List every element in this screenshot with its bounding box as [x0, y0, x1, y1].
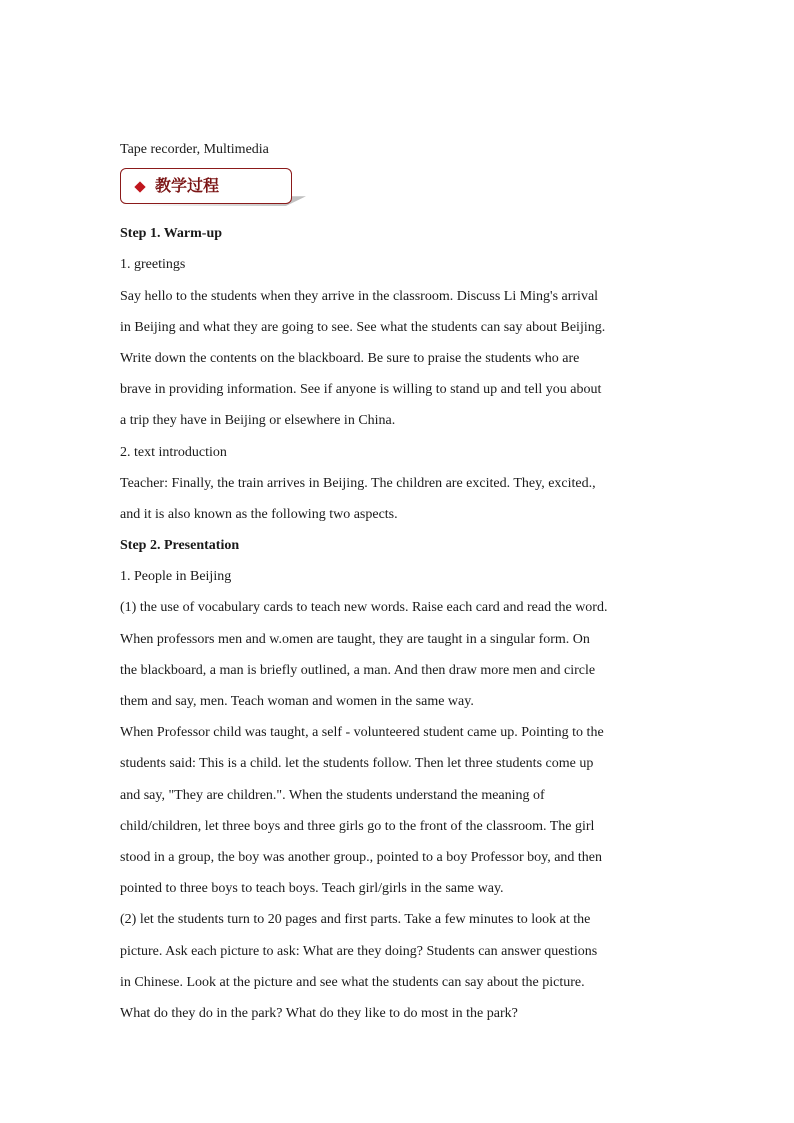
- paragraph-line: in Beijing and what they are going to see. See what the students can say about Beijing.: [120, 319, 606, 335]
- paragraph-line: the blackboard, a man is briefly outlined, a man. And then draw more men and circle: [120, 662, 596, 678]
- paragraph-line: What do they do in the park? What do they like to do most in the park?: [120, 1005, 518, 1021]
- paragraph-line: students said: This is a child. let the students follow. Then let three students come up: [120, 756, 594, 772]
- section-header-title: 教学过程: [155, 176, 220, 196]
- paragraph-line: When Professor child was taught, a self - volunteered student came up. Pointing to the: [120, 725, 604, 741]
- diamond-bullet-icon: [134, 182, 145, 193]
- paragraph-line: stood in a group, the boy was another group., pointed to a boy Professor boy, and then: [120, 849, 603, 865]
- document-page: [120, 134, 690, 1029]
- step1-item2-title: 2. text introduction: [120, 444, 227, 460]
- paragraph-line: brave in providing information. See if anyone is willing to stand up and tell you about: [120, 382, 602, 398]
- paragraph-line: (1) the use of vocabulary cards to teach new words. Raise each card and read the word.: [120, 600, 608, 616]
- section-header-teaching-process: [120, 168, 306, 206]
- paragraph-line: a trip they have in Beijing or elsewhere in China.: [120, 413, 396, 429]
- step1-heading: Step 1. Warm-up: [120, 226, 223, 242]
- paragraph-line: When professors men and w.omen are taught, they are taught in a singular form. On: [120, 631, 590, 647]
- paragraph-line: and it is also known as the following two aspects.: [120, 506, 398, 522]
- paragraph-line: and say, "They are children.". When the students understand the meaning of: [120, 787, 545, 803]
- step2-item1-title: 1. People in Beijing: [120, 569, 232, 585]
- paragraph-line: child/children, let three boys and three girls go to the front of the classroom. The girl: [120, 818, 595, 834]
- paragraph-line: pointed to three boys to teach boys. Teach girl/girls in the same way.: [120, 881, 504, 897]
- step2-heading: Step 2. Presentation: [120, 538, 240, 554]
- paragraph-line: them and say, men. Teach woman and women in the same way.: [120, 694, 474, 709]
- paragraph-line: Write down the contents on the blackboard. Be sure to praise the students who are: [120, 350, 580, 366]
- paragraph-line: (2) let the students turn to 20 pages and first parts. Take a few minutes to look at the: [120, 912, 591, 928]
- paragraph-line: in Chinese. Look at the picture and see what the students can say about the picture.: [120, 974, 585, 990]
- paragraph-line: Teacher: Finally, the train arrives in Beijing. The children are excited. They, excited.,: [120, 475, 596, 491]
- step1-item1-title: 1. greetings: [120, 257, 186, 273]
- paragraph-line: picture. Ask each picture to ask: What are they doing? Students can answer questions: [120, 943, 598, 959]
- teaching-aids-line: Tape recorder, Multimedia: [120, 142, 269, 157]
- section-header-box: [120, 168, 292, 204]
- paragraph-line: Say hello to the students when they arrive in the classroom. Discuss Li Ming's arrival: [120, 288, 599, 304]
